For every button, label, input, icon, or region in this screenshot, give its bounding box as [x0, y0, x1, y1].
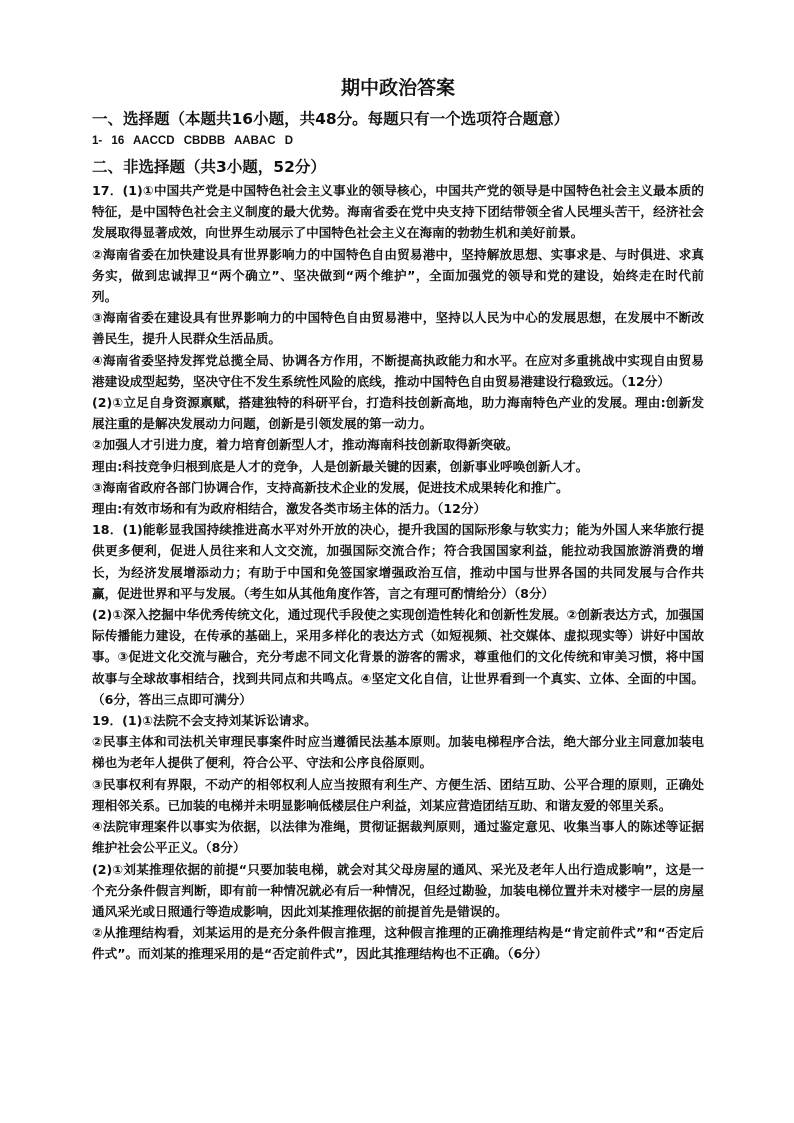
section-2-heading: 二、非选择题（共3小题，52分） [92, 158, 326, 176]
q17-1-point-4: ④海南省委坚持发挥党总揽全局、协调各方作用，不断提高执政能力和水平。在应对多重挑战中实现自由贸易港建设成型起势，坚决守住不发生系统性风险的底线，推动中国特色自由贸易港建设行稳致远。（12分） [92, 352, 704, 389]
answer-sheet [92, 76, 704, 965]
q19-1-point-4: ④法院审理案件以事实为依据，以法律为准绳，贯彻证据裁判原则，通过鉴定意见、收集当事人的陈述等证据维护社会公平正义。（8分） [92, 819, 704, 856]
section-1-heading: 一、选择题（本题共16小题，共48分。每题只有一个选项符合题意） [92, 110, 570, 128]
q17-1-point-1: 17．(1)①中国共产党是中国特色社会主义事业的领导核心，中国共产党的领导是中国特色社会主义最本质的特征，是中国特色社会主义制度的最大优势。海南省委在党中央支持下团结带领全省人民埋头苦干，经济社会发展取得显著成效，向世界生动展示了中国特色社会主义在海南的勃勃生机和美好前景。 [92, 183, 704, 241]
q19-1-point-1: 19．(1)①法院不会支持刘某诉讼请求。 [92, 713, 317, 729]
choice-answers: 1- 16 AACCD CBDBB AABAC D [92, 135, 294, 147]
q18-2-answer: (2)①深入挖掘中华优秀传统文化，通过现代手段使之实现创造性转化和创新性发展。②创新表达方式，加强国际传播能力建设，在传承的基础上，采用多样化的表达方式（如短视频、社交媒体、虚拟现实等）讲好中国故事。③促进文化交流与融合，充分考虑不同文化背景的游客的需求，尊重他们的文化传统和审美习惯，将中国故事与全球故事相结合，找到共同点和共鸣点。④坚定文化自信，让世界看到一个真实、立体、全面的中国。（6分，答出三点即可满分） [92, 607, 704, 707]
q19-2-point-2: ②从推理结构看，刘某运用的是充分条件假言推理，这种假言推理的正确推理结构是“肯定前件式”和“否定后件式”。而刘某的推理采用的是“否定前件式”，因此其推理结构也不正确。（6分） [92, 925, 704, 962]
q19-1-point-2: ②民事主体和司法机关审理民事案件时应当遵循民法基本原则。加装电梯程序合法，绝大部分业主同意加装电梯也为老年人提供了便利，符合公平、守法和公序良俗原则。 [92, 734, 704, 771]
q17-2-reason-3: 理由:有效市场和有为政府相结合，激发各类市场主体的活力。（12分） [92, 501, 487, 517]
q17-2-point-3: ③海南省政府各部门协调合作，支持高新技术企业的发展，促进技术成果转化和推广。 [92, 479, 569, 495]
q17-2-point-2: ②加强人才引进力度，着力培育创新型人才，推动海南科技创新取得新突破。 [92, 437, 519, 453]
q19-1-point-3: ③民事权利有界限，不动产的相邻权利人应当按照有利生产、方便生活、团结互助、公平合理的原则，正确处理相邻关系。已加装的电梯并未明显影响低楼层住户利益，刘某应营造团结互助、和谐友爱的邻里关系。 [92, 776, 704, 813]
q17-1-point-2: ②海南省委在加快建设具有世界影响力的中国特色自由贸易港中，坚持解放思想、实事求是、与时俱进、求真务实，做到忠诚捍卫“两个确立”、坚决做到“两个维护”，全面加强党的领导和党的建设，始终走在时代前列。 [92, 246, 704, 305]
q17-2-reason-2: 理由:科技竞争归根到底是人才的竞争，人是创新最关键的因素，创新事业呼唤创新人才。 [92, 458, 589, 474]
q17-1-point-3: ③海南省委在建设具有世界影响力的中国特色自由贸易港中，坚持以人民为中心的发展思想，在发展中不断改善民生，提升人民群众生活品质。 [92, 310, 704, 347]
q18-1-answer: 18．(1)能彰显我国持续推进高水平对外开放的决心，提升我国的国际形象与软实力；能为外国人来华旅行提供更多便利，促进人员往来和人文交流，加强国际交流合作；符合我国国家利益，能拉动我国旅游消费的增长，为经济发展增添动力；有助于中国和免签国家增强政治互信，推动中国与世界各国的共同发展与合作共赢，促进世界和平与发展。（考生如从其他角度作答，言之有理可酌情给分）（8分） [92, 522, 704, 601]
page-title: 期中政治答案 [340, 77, 455, 99]
q19-2-point-1: (2)①刘某推理依据的前提“只要加装电梯，就会对其父母房屋的通风、采光及老年人出行造成影响”，这是一个充分条件假言判断，即有前一种情况就必有后一种情况，但经过勘验，加装电梯位置并未对楼宇一层的房屋通风采光或日照通行等造成影响，因此刘某推理依据的前提首先是错误的。 [92, 861, 704, 919]
q17-2-point-1: (2)①立足自身资源禀赋，搭建独特的科研平台，打造科技创新高地，助力海南特色产业的发展。理由:创新发展注重的是解决发展动力问题，创新是引领发展的第一动力。 [92, 395, 704, 432]
